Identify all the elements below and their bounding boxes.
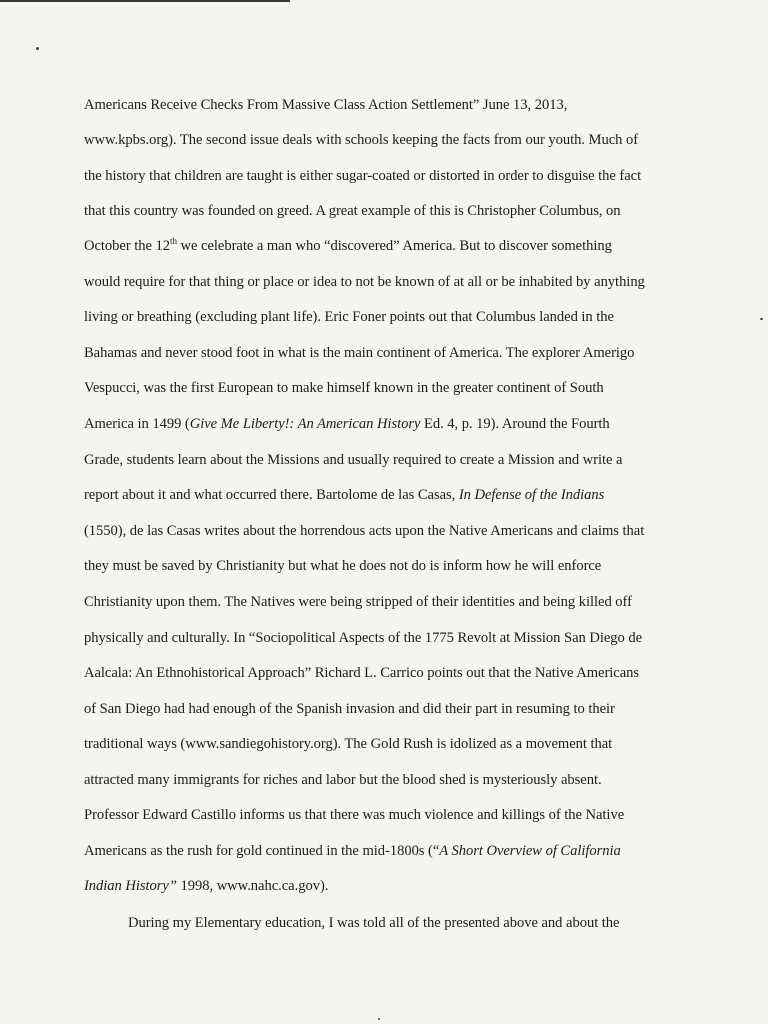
italic-title: In Defense of the Indians [458,487,605,503]
italic-title: Give Me Liberty!: An American History [189,416,421,432]
text-line [84,274,645,291]
text-line [128,915,619,932]
superscript: th [170,236,177,246]
text-run: Ed. 4, p. 19). Around the Fourth [420,416,610,432]
text-line [84,416,610,433]
text-run: Americans as the rush for gold continued in the mid-1800s (“ [84,843,440,859]
text-run: 1998, www.nahc.ca.gov). [176,878,329,894]
text-line [84,238,612,255]
text-run: Aalcala: An Ethnohistorical Approach” Richard L. Carrico points out that the Native Americans [84,665,640,681]
text-run: the history that children are taught is either sugar-coated or distorted in order to disguise the fact [84,168,642,184]
text-line [84,132,638,149]
text-line [84,843,621,860]
text-run: attracted many immigrants for riches and labor but the blood shed is mysteriously absent. [84,772,602,788]
italic-title: Indian History” [84,878,177,894]
text-line [84,168,641,185]
text-run: that this country was founded on greed. A great example of this is Christopher Columbus, on [84,203,621,219]
text-line [84,487,604,504]
text-run: we celebrate a man who “discovered” America. But to discover something [176,238,612,254]
text-line [84,345,634,362]
text-run: (1550), de las Casas writes about the horrendous acts upon the Native Americans and claims that [84,523,645,539]
text-line [84,558,601,575]
text-line [84,736,612,753]
text-line [84,203,621,220]
text-run: www.kpbs.org). The second issue deals with schools keeping the facts from our youth. Much of [84,132,639,148]
italic-title: A Short Overview of California [439,843,621,859]
text-line [84,772,602,789]
text-run: of San Diego had had enough of the Spanish invasion and did their part in resuming to their [84,701,615,717]
text-line [84,630,642,647]
text-line [84,701,615,718]
text-run: they must be saved by Christianity but what he does not do is inform how he will enforce [84,558,602,574]
text-line [84,807,624,824]
text-line [84,665,639,682]
scan-speck [760,318,763,320]
text-run: October the 12 [84,238,171,254]
text-run: traditional ways (www.sandiegohistory.org). The Gold Rush is idolized as a movement that [84,736,613,752]
scan-edge [0,0,290,2]
text-line [84,523,644,540]
text-run: America in 1499 ( [84,416,190,432]
text-line [84,452,622,469]
text-run: Americans Receive Checks From Massive Class Action Settlement” June 13, 2013, [84,97,568,113]
text-line [84,309,614,326]
text-line [84,878,328,895]
text-line [84,380,604,397]
text-run: Vespucci, was the first European to make himself known in the greater continent of South [84,380,604,396]
text-run: Grade, students learn about the Missions and usually required to create a Mission and write a [84,452,623,468]
text-run: living or breathing (excluding plant life). Eric Foner points out that Columbus landed in the [84,309,614,325]
text-line [84,594,632,611]
text-run: Christianity upon them. The Natives were being stripped of their identities and being killed off [84,594,632,610]
text-run: During my Elementary education, I was told all of the presented above and about the [128,915,620,931]
text-run: report about it and what occurred there. Bartolome de las Casas, [84,487,459,503]
scan-speck [36,47,39,50]
text-run: would require for that thing or place or idea to not be known of at all or be inhabited by anything [84,274,645,290]
text-run: Bahamas and never stood foot in what is the main continent of America. The explorer Amerigo [84,345,635,361]
scan-speck [378,1018,380,1020]
text-line [84,97,567,114]
text-run: Professor Edward Castillo informs us that there was much violence and killings of the Native [84,807,625,823]
text-run: physically and culturally. In “Sociopolitical Aspects of the 1775 Revolt at Mission San Diego de [84,630,643,646]
